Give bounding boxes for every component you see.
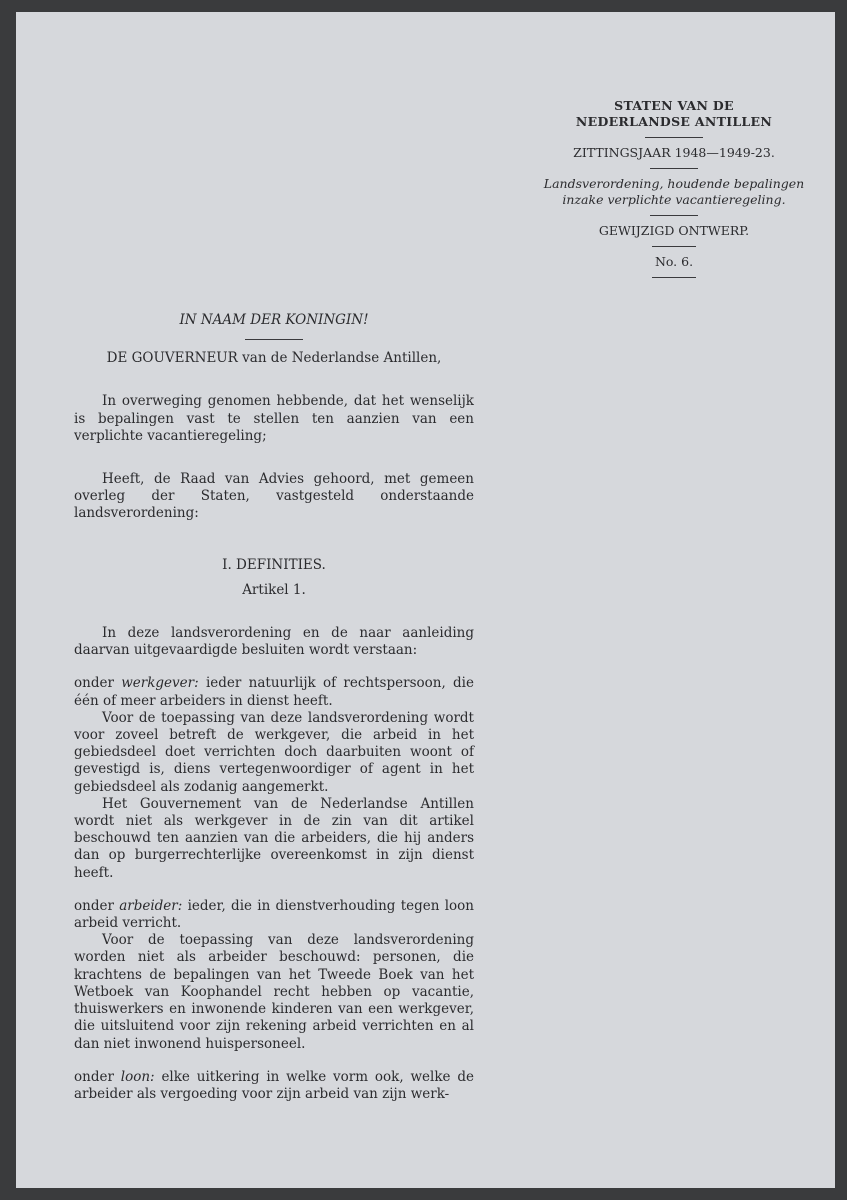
document-number: No. 6. — [654, 254, 694, 269]
definition-employer — [74, 675, 474, 709]
subject-line2: inzake verplichte vacantieregeling. — [562, 192, 786, 207]
section-divider — [245, 339, 303, 340]
invocation: IN NAAM DER KONINGIN! — [179, 312, 369, 328]
definition-worker — [74, 898, 474, 932]
document-page — [16, 12, 835, 1188]
org-name-line1: STATEN VAN DE — [614, 98, 734, 113]
definition-term: arbeider: — [119, 897, 183, 914]
article-title: Artikel 1. — [242, 581, 306, 598]
definition-text: elke uitkering in welke vorm ook, welke de arbeider als vergoeding voor zijn arbeid van zijn werk- — [74, 1068, 474, 1102]
draft-status: GEWIJZIGD ONTWERP. — [598, 223, 750, 238]
definition-paragraph: Het Gouvernement van de Nederlandse Antillen wordt niet als werkgever in de zin van dit artikel beschouwd ten aanzien van die arbeiders, die hij anders dan op burgerrechterlijke overeenkomst in zijn dienst heeft. — [74, 795, 474, 881]
definition-text: ieder, die in dienstverhouding tegen loon arbeid verricht. — [74, 897, 474, 932]
header-divider — [650, 168, 698, 169]
chapter-title: I. DEFINITIES. — [222, 556, 326, 573]
definition-paragraph: Voor de toepassing van deze landsverordening worden niet als arbeider beschouwd: personen, die krachtens de bepalingen van het Tweede Boek van het Wetboek van Koophandel recht hebben op vacantie, thuiswerkers en inwonende kinderen van een werkgever, die uitsluitend voor zijn rekening arbeid verrichten en al dan niet inwonend huispersoneel. — [74, 932, 474, 1052]
definition-term: werkgever: — [121, 675, 199, 692]
header-divider — [652, 246, 696, 247]
session-year: ZITTINGSJAAR 1948—1949-23. — [573, 145, 775, 160]
definition-prefix: onder — [74, 897, 114, 914]
document-header — [514, 98, 834, 285]
article-intro: In deze landsverordening en de naar aanleiding daarvan uitgevaardigde besluiten wordt verstaan: — [74, 625, 474, 659]
definition-term: loon: — [120, 1068, 155, 1085]
definition-text: ieder natuurlijk of rechtspersoon, die één of meer arbeiders in dienst heeft. — [74, 675, 474, 709]
org-name-line2: NEDERLANDSE ANTILLEN — [575, 114, 773, 129]
definition-prefix: onder — [74, 675, 114, 692]
governor-line: DE GOUVERNEUR van de Nederlandse Antillen, — [106, 350, 442, 367]
header-divider — [650, 215, 698, 216]
definition-paragraph: Voor de toepassing van deze landsverordening wordt voor zoveel betreft de werkgever, die arbeid in het gebiedsdeel doet verrichten doch daarbuiten woont of gevestigd is, diens vertegenwoordiger of agent in het gebiedsdeel als zodanig aangemerkt. — [74, 709, 474, 795]
definition-prefix: onder — [74, 1068, 114, 1085]
subject-line1: Landsverordening, houdende bepalingen — [543, 176, 805, 191]
enacting-paragraph: Heeft, de Raad van Advies gehoord, met gemeen overleg der Staten, vastgesteld onderstaande landsverordening: — [74, 471, 474, 522]
main-text-column — [74, 312, 474, 1103]
definition-wage — [74, 1069, 474, 1103]
header-divider — [652, 277, 696, 278]
header-divider — [645, 137, 703, 138]
considering-paragraph: In overweging genomen hebbende, dat het wenselijk is bepalingen vast te stellen ten aanzien van een verplichte vacantieregeling; — [74, 393, 474, 444]
